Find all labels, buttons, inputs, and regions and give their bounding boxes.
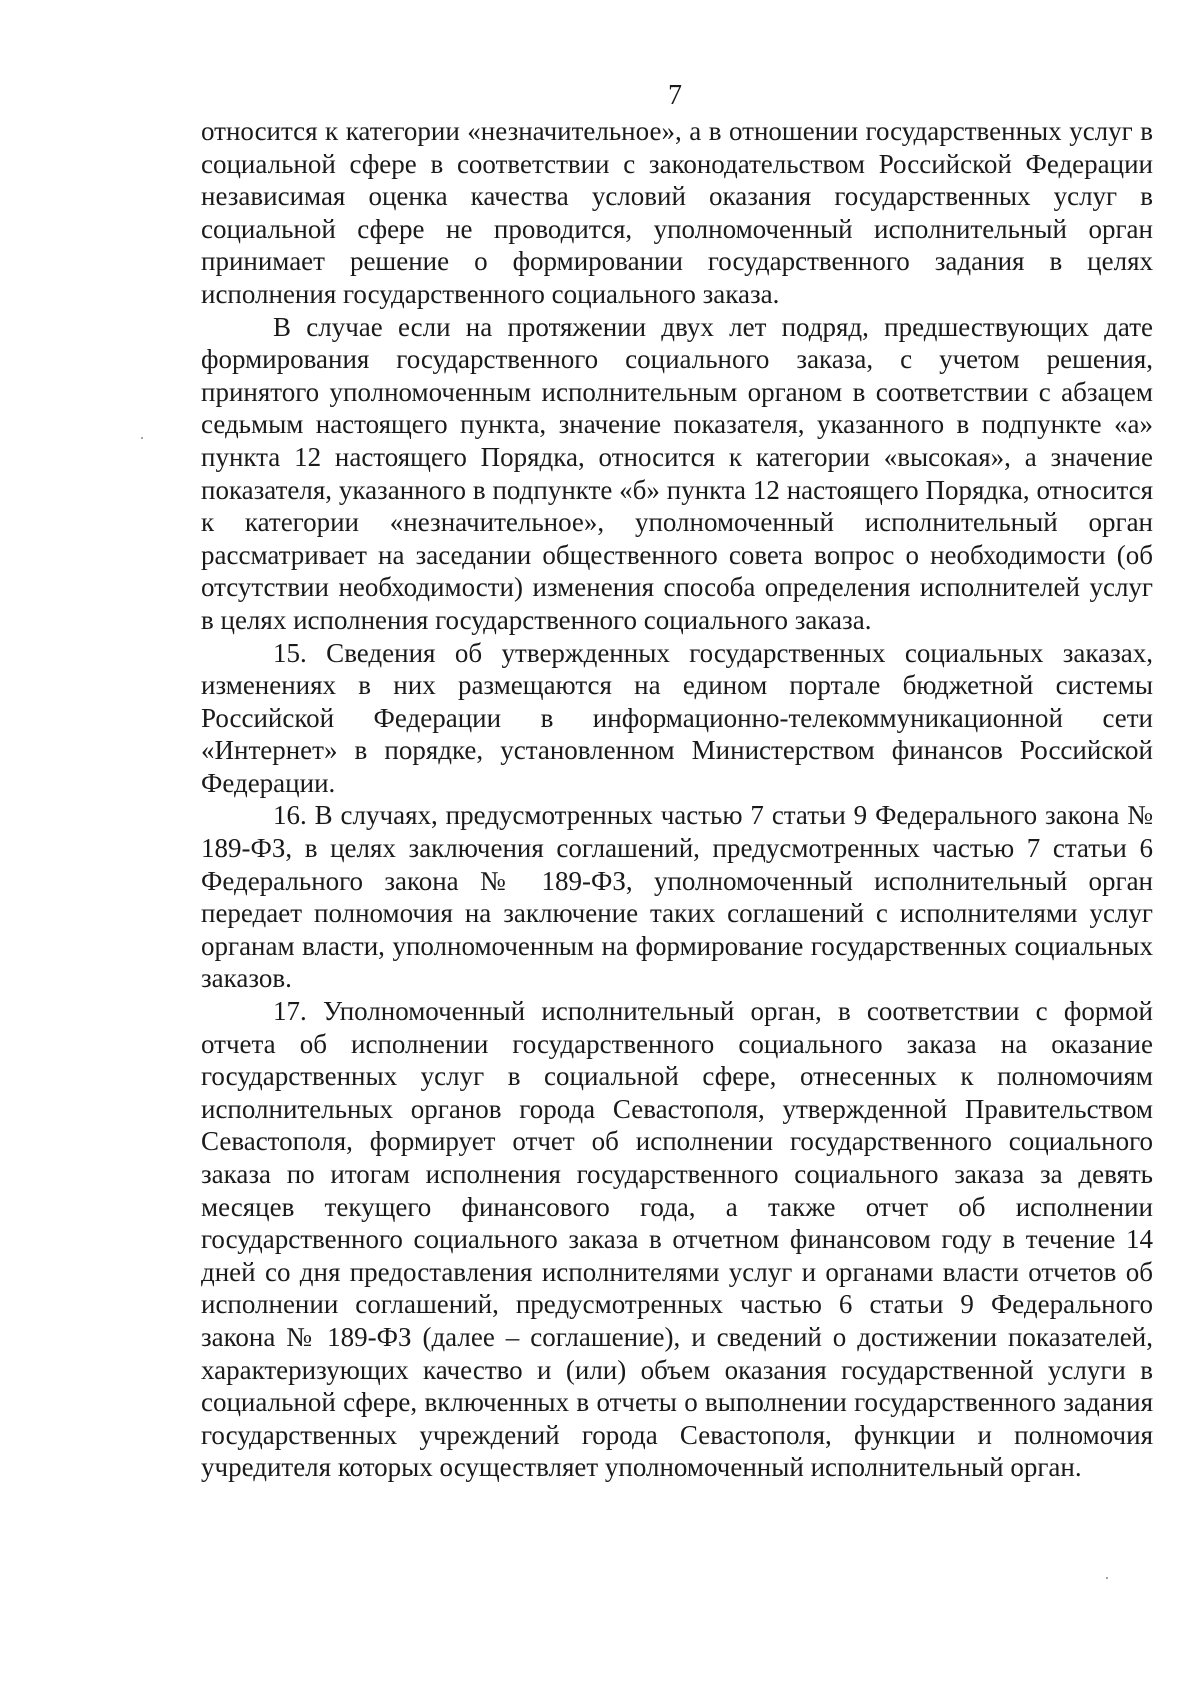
- scan-speck: [141, 437, 143, 439]
- page-number: 7: [668, 80, 682, 111]
- paragraph-item-15: 15. Сведения об утвержденных государственных социальных заказах, изменениях в них размещаются на едином портале бюджетной системы Российской Федерации в информационно-телекоммуникационной сети «Интернет» в порядке, установленном Министерством финансов Российской Федерации.: [201, 637, 1153, 798]
- paragraph-item-17: 17. Уполномоченный исполнительный орган, в соответствии с формой отчета об исполнении государственного социального заказа на оказание государственных услуг в социальной сфере, отнесенных к полномочиям исполнительных органов города Севастополя, утвержденной Правительством Севастополя, формирует отчет об исполнении государственного социального заказа по итогам исполнения государственного социального заказа за девять месяцев текущего финансового года, а также отчет об исполнении государственного социального заказа в отчетном финансовом году в течение 14 дней со дня предоставления исполнителями услуг и органами власти отчетов об исполнении соглашений, предусмотренных частью 6 статьи 9 Федерального закона № 189-ФЗ (далее – соглашение), и сведений о достижении показателей, характеризующих качество и (или) объем оказания государственной услуги в социальной сфере, включенных в отчеты о выполнении государственного задания государственных учреждений города Севастополя, функции и полномочия учредителя которых осуществляет уполномоченный исполнительный орган.: [201, 996, 1153, 1483]
- paragraph-item-16: 16. В случаях, предусмотренных частью 7 статьи 9 Федерального закона № 189-ФЗ, в целях заключения соглашений, предусмотренных частью 7 статьи 6 Федерального закона № 189-ФЗ, уполномоченный исполнительный орган передает полномочия на заключение таких соглашений с исполнителями услуг органам власти, уполномоченным на формирование государственных социальных заказов.: [201, 800, 1153, 994]
- document-body: [201, 115, 1153, 1484]
- scan-speck: [1106, 1577, 1108, 1579]
- paragraph-continuation: относится к категории «незначительное», а в отношении государственных услуг в социальной сфере в соответствии с законодательством Российской Федерации независимая оценка качества условий оказания государственных услуг в социальной сфере не проводится, уполномоченный исполнительный орган принимает решение о формировании государственного задания в целях исполнения государственного социального заказа.: [201, 116, 1153, 309]
- paragraph-two-year-condition: В случае если на протяжении двух лет подряд, предшествующих дате формирования государственного социального заказа, с учетом решения, принятого уполномоченным исполнительным органом в соответствии с абзацем седьмым настоящего пункта, значение показателя, указанного в подпункте «а» пункта 12 настоящего Порядка, относится к категории «высокая», а значение показателя, указанного в подпункте «б» пункта 12 настоящего Порядка, относится к категории «незначительное», уполномоченный исполнительный орган рассматривает на заседании общественного совета вопрос о необходимости (об отсутствии необходимости) изменения способа определения исполнителей услуг в целях исполнения государственного социального заказа.: [201, 311, 1153, 635]
